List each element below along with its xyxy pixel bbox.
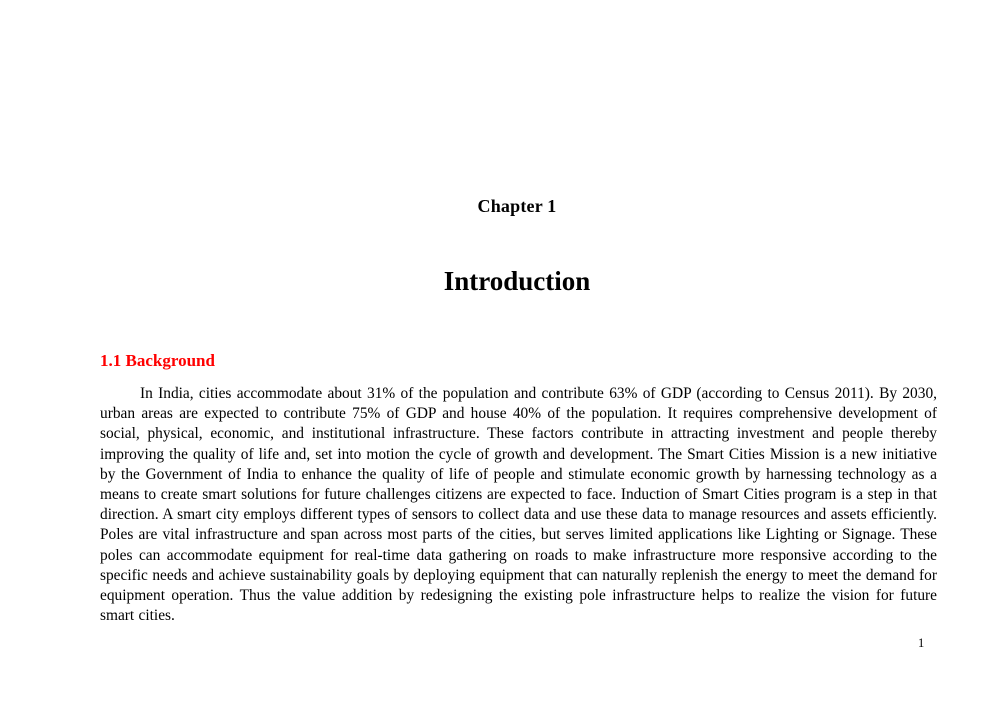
chapter-title: Introduction bbox=[443, 266, 591, 296]
chapter-heading: Chapter 1 bbox=[477, 196, 557, 216]
section-heading: 1.1 Background bbox=[100, 351, 215, 370]
body-paragraph: In India, cities accommodate about 31% of the population and contribute 63% of GDP (according to Census 2011). By 2030, urban areas are expected to contribute 75% of GDP and house 40% of the population. It requires comprehensive development of social, physical, economic, and institutional infrastructure. These factors contribute in attracting investment and people thereby improving the quality of life and, set into motion the cycle of growth and development. The Smart Cities Mission is a new initiative by the Government of India to enhance the quality of life of people and stimulate economic growth by harnessing technology as a means to create smart solutions for future challenges citizens are expected to face. Induction of Smart Cities program is a step in that direction. A smart city employs different types of sensors to collect data and use these data to manage resources and assets efficiently. Poles are vital infrastructure and span across most parts of the cities, but serves limited applications like Lighting or Signage. These poles can accommodate equipment for real-time data gathering on roads to make infrastructure more responsive according to the specific needs and achieve sustainability goals by deploying equipment that can naturally replenish the energy to meet the demand for equipment operation. Thus the value addition by redesigning the existing pole infrastructure helps to realize the vision for future smart cities. bbox=[100, 385, 937, 625]
page-number: 1 bbox=[918, 636, 925, 650]
